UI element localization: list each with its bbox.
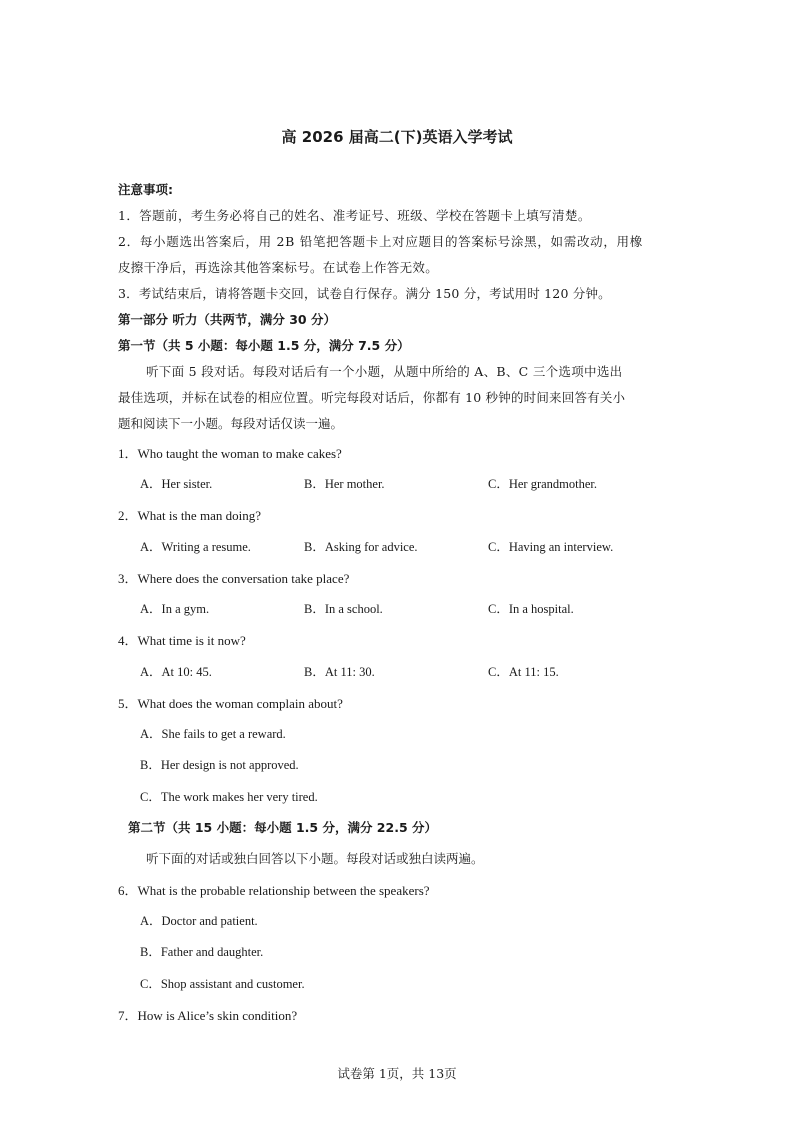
section1-heading: 第一节（共 5 小题：每小题 1.5 分，满分 7.5 分） [118, 338, 410, 353]
option: A．She fails to get a reward. [140, 727, 286, 741]
section1-instruction: 听下面 5 段对话。每段对话后有一个小题，从题中所给的 A、B、C 三个选项中选出 [146, 364, 623, 379]
page-footer: 试卷第 1页，共 13页 [337, 1066, 457, 1081]
notice-item: 3．考试结束后，请将答题卡交回，试卷自行保存。满分 150 分，考试用时 120 分钟。 [118, 286, 611, 301]
question: 3．Where does the conversation take place? [118, 571, 350, 586]
question: 1．Who taught the woman to make cakes? [118, 446, 342, 461]
exam-title: 高 2026 届高二(下)英语入学考试 [281, 128, 513, 146]
option: B．Father and daughter. [140, 945, 264, 959]
option: C．At 11: 15. [488, 665, 559, 679]
option: B．Asking for advice. [304, 540, 418, 554]
question: 2．What is the man doing? [118, 508, 261, 523]
option: C．Her grandmother. [488, 477, 598, 491]
option: A．In a gym. [140, 602, 210, 616]
option: C．In a hospital. [488, 602, 574, 616]
section1-instruction: 题和阅读下一小题。每段对话仅读一遍。 [118, 416, 344, 431]
option: C．Having an interview. [488, 540, 614, 554]
option: A．Writing a resume. [140, 540, 251, 554]
option: A．At 10: 45. [140, 665, 212, 679]
question: 4．What time is it now? [118, 633, 246, 648]
option: B．In a school. [304, 602, 383, 616]
question: 5．What does the woman complain about? [118, 696, 343, 711]
question: 6．What is the probable relationship between the speakers? [118, 883, 430, 898]
option: B．Her mother. [304, 477, 385, 491]
section1-instruction: 最佳选项，并标在试卷的相应位置。听完每段对话后，你都有 10 秒钟的时间来回答有关小 [118, 390, 626, 405]
question: 7．How is Alice’s skin condition? [118, 1008, 298, 1023]
notice-heading: 注意事项: [118, 182, 173, 197]
option: B．At 11: 30. [304, 665, 375, 679]
section2-heading: 第二节（共 15 小题：每小题 1.5 分，满分 22.5 分） [128, 820, 437, 835]
section2-instruction: 听下面的对话或独白回答以下小题。每段对话或独白读两遍。 [146, 851, 484, 866]
notice-item: 2．每小题选出答案后，用 2B 铅笔把答题卡上对应题目的答案标号涂黑，如需改动，用橡 [118, 234, 643, 249]
option: A．Her sister. [140, 477, 213, 491]
part1-heading: 第一部分 听力（共两节，满分 30 分） [118, 312, 336, 327]
option: A．Doctor and patient. [140, 914, 258, 928]
option: C．Shop assistant and customer. [140, 977, 305, 991]
notice-item: 皮擦干净后，再选涂其他答案标号。在试卷上作答无效。 [118, 260, 439, 275]
notice-item: 1．答题前，考生务必将自己的姓名、准考证号、班级、学校在答题卡上填写清楚。 [118, 208, 591, 223]
option: C．The work makes her very tired. [140, 790, 318, 804]
option: B．Her design is not approved. [140, 758, 299, 772]
